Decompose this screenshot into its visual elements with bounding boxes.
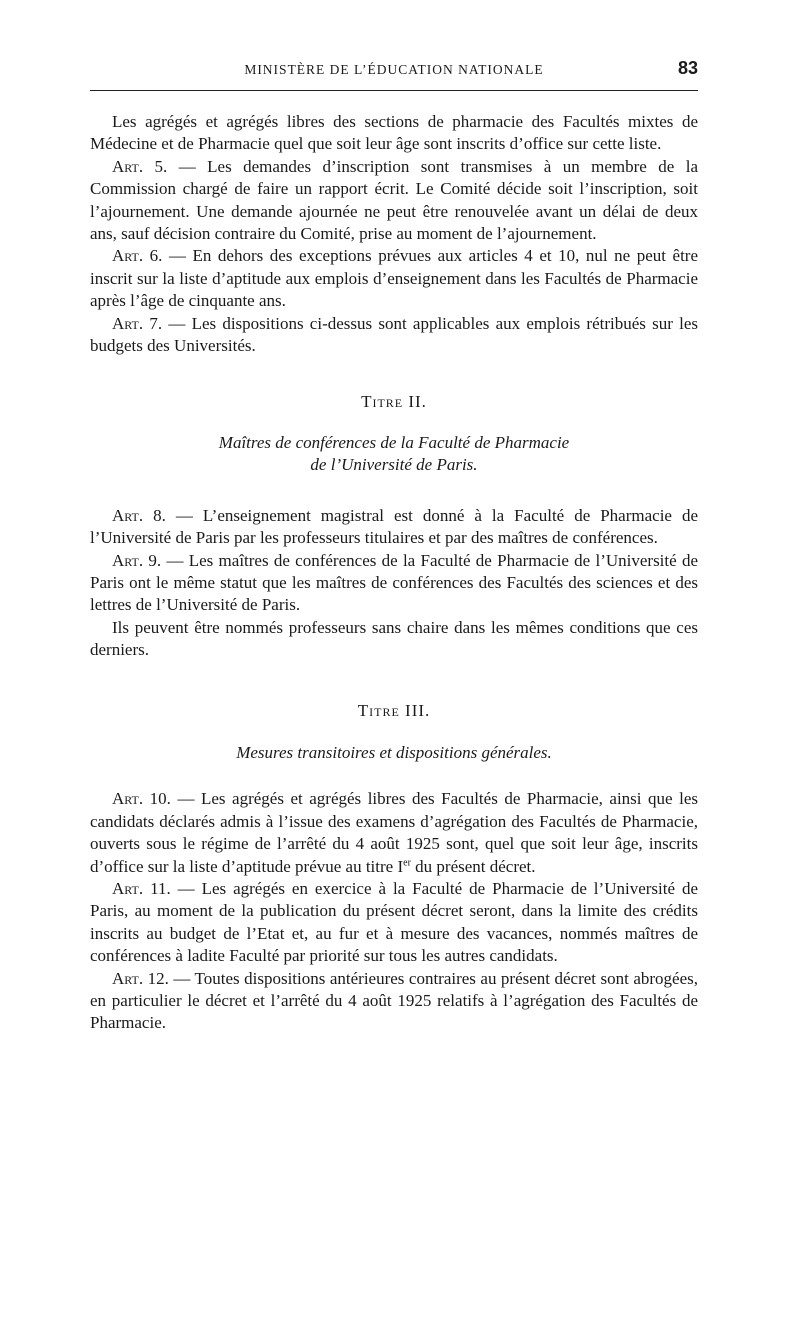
section-heading-titre-2: Titre II. [361,392,427,412]
article-text: — Les demandes d’inscription sont transmises à un membre de la Commission chargé de faire un rapport écrit. Le Comité décide soit l’inscription, soit l’ajournement. Une demande ajournée ne peut être renouvelée avant un délai de deux ans, sauf décision contraire du Comité, prise au moment de l’ajournement. [90,156,699,244]
section-subtitle-titre-3 [90,742,698,764]
article-8 [90,505,698,550]
section-subtitle-titre-2 [90,432,698,477]
article-11 [90,878,698,968]
article-5 [90,156,698,246]
subtitle-line: Maîtres de conférences de la Faculté de Pharmacie [218,432,570,452]
article-text: — Toutes dispositions antérieures contraires au présent décret sont abrogées, en particulier le décret et l’arrêté du 4 août 1925 relatifs à l’agrégation des Facultés de Pharmacie. [90,968,699,1033]
article-label: Art. 9. [112,550,162,570]
section-heading-titre-3: Titre III. [357,700,431,720]
article-label: Art. 10. [112,789,171,809]
running-header [90,56,698,91]
article-label: Art. 5. [112,156,168,176]
article-text: — Les agrégés en exercice à la Faculté de Pharmacie de l’Université de Paris, au moment de la publication du présent décret seront, dans la limite des crédits inscrits au budget de l’Etat et, au fur et à mesure des vacances, nommés maîtres de conférences à ladite Faculté par priorité sur tous les autres candidats. [90,878,698,966]
paragraph-text: Les agrégés et agrégés libres des sections de pharmacie des Facultés mixtes de Médecine et de Pharmacie quel que soit leur âge sont inscrits d’office sur cette liste. [90,112,698,154]
article-7 [90,313,698,358]
body-text [90,111,698,1035]
article-label: Art. 6. [112,246,163,266]
article-label: Art. 11. [112,878,171,898]
article-label: Art. 8. [112,505,166,525]
paragraph-article-9-continued [90,617,698,662]
article-12 [90,968,698,1035]
article-text: — En dehors des exceptions prévues aux articles 4 et 10, nul ne peut être inscrit sur la liste d’aptitude aux emplois d’enseignement dans les Facultés de Pharmacie après l’âge de cinquante ans. [90,246,699,311]
article-label: Art. 7. [112,313,163,333]
article-9 [90,550,698,617]
paragraph-text: Ils peuvent être nommés professeurs sans chaire dans les mêmes conditions que ces derniers. [90,617,698,660]
article-label: Art. 12. [112,968,169,988]
subtitle-line: Mesures transitoires et dispositions générales. [236,742,552,762]
article-text: — Les agrégés et agrégés libres des Facultés de Pharmacie, ainsi que les candidats déclarés admis à l’issue des examens d’agrégation des Facultés de Pharmacie, ouverts sous le régime de l’arrêté du 4 août 1925 sont, quel que soit leur âge, inscrits d’office sur la liste d’aptitude prévue au titre I [90,789,698,876]
article-text: — L’enseignement magistral est donné à la Faculté de Pharmacie de l’Université de Paris par les professeurs titulaires et par des maîtres de conférences. [90,505,699,548]
page-number: 83 [677,58,698,78]
article-text-end: du présent décret. [410,856,536,876]
article-10 [90,788,698,878]
subtitle-line: de l’Université de Paris. [310,455,478,475]
superscript: er [403,856,411,868]
running-title: MINISTÈRE DE L’ÉDUCATION NATIONALE [244,62,544,77]
article-text: — Les maîtres de conférences de la Faculté de Pharmacie de l’Université de Paris ont le même statut que les maîtres de conférences des Facultés des sciences et des lettres de l’Université de Paris. [90,550,698,615]
article-text: — Les dispositions ci-dessus sont applicables aux emplois rétribués sur les budgets des Universités. [90,313,698,356]
document-page [90,56,698,1035]
article-6 [90,245,698,312]
paragraph-continuation [90,111,698,156]
